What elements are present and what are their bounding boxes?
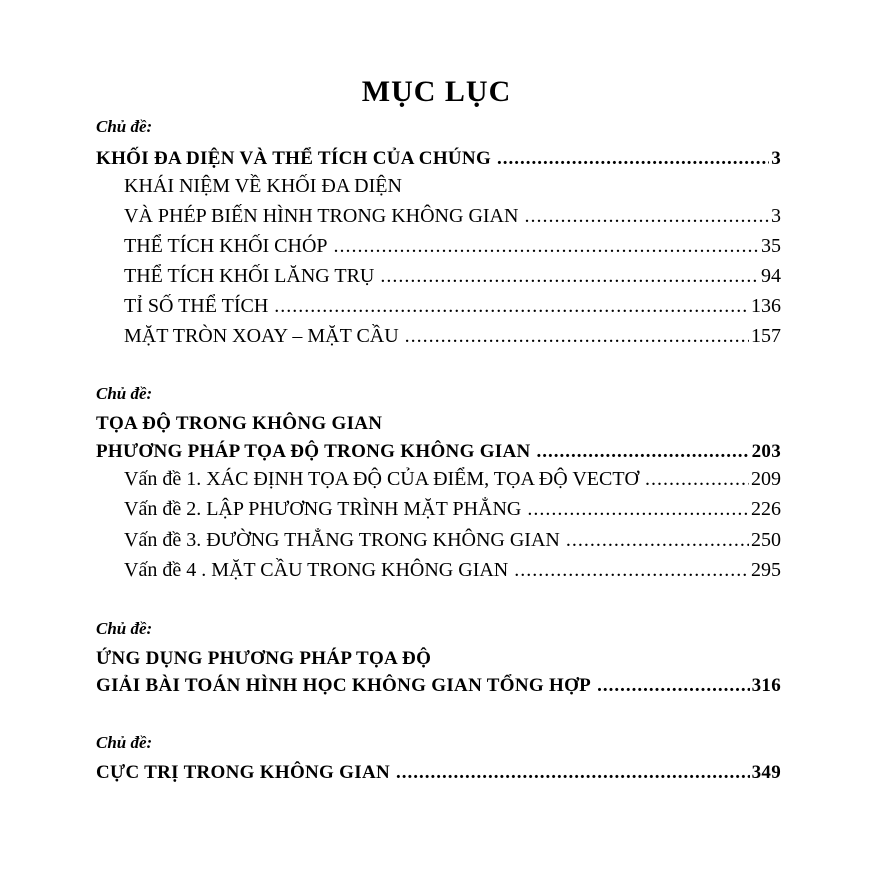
toc-page-number: 3 — [771, 205, 781, 227]
toc-entry-sub[interactable] — [124, 498, 781, 521]
dot-leader — [645, 468, 749, 491]
toc-page-number: 226 — [751, 498, 781, 520]
toc-entry-title: CỰC TRỊ TRONG KHÔNG GIAN — [96, 762, 390, 783]
toc-entry-sub[interactable] — [124, 265, 781, 288]
toc-entry-title: Vấn đề 4 . MẶT CẦU TRONG KHÔNG GIAN — [124, 559, 509, 581]
toc-entry-sub[interactable] — [124, 559, 781, 582]
toc-entry-main[interactable] — [96, 148, 781, 170]
dot-leader — [597, 675, 750, 697]
toc-entry-main[interactable] — [96, 762, 781, 784]
toc-page-number: 349 — [751, 762, 781, 783]
toc-entry-title: GIẢI BÀI TOÁN HÌNH HỌC KHÔNG GIAN TỔNG HỢP — [96, 675, 592, 696]
toc-entry-title: MẶT TRÒN XOAY – MẶT CẦU — [124, 325, 399, 347]
toc-entry-sub[interactable] — [124, 175, 781, 198]
dot-leader — [537, 441, 750, 463]
dot-leader — [524, 205, 769, 228]
toc-heading-line — [96, 413, 781, 435]
toc-entry-title: PHƯƠNG PHÁP TỌA ĐỘ TRONG KHÔNG GIAN — [96, 441, 531, 462]
toc-page-number: 316 — [751, 675, 781, 696]
dot-leader — [497, 148, 769, 170]
dot-leader — [566, 529, 749, 552]
toc-entry-title: VÀ PHÉP BIẾN HÌNH TRONG KHÔNG GIAN — [124, 205, 519, 227]
toc-heading-line — [96, 648, 781, 670]
toc-entry-title: KHÁI NIỆM VỀ KHỐI ĐA DIỆN — [124, 175, 402, 197]
topic-label: Chủ đề: — [96, 384, 153, 403]
toc-page-number: 203 — [751, 441, 781, 462]
toc-page-number: 35 — [761, 235, 781, 257]
dot-leader — [396, 762, 750, 784]
topic-label: Chủ đề: — [96, 117, 153, 136]
toc-entry-title: TỈ SỐ THỂ TÍCH — [124, 295, 269, 317]
toc-page-number: 209 — [751, 468, 781, 490]
toc-entry-sub[interactable] — [124, 325, 781, 348]
toc-entry-sub[interactable] — [124, 295, 781, 318]
page-title: MỤC LỤC — [361, 75, 512, 108]
toc-entry-sub[interactable] — [124, 205, 781, 228]
toc-entry-sub[interactable] — [124, 529, 781, 552]
toc-entry-title: THỂ TÍCH KHỐI LĂNG TRỤ — [124, 265, 375, 287]
toc-entry-title: THỂ TÍCH KHỐI CHÓP — [124, 235, 328, 257]
toc-entry-main[interactable] — [96, 441, 781, 463]
toc-entry-title: KHỐI ĐA DIỆN VÀ THỂ TÍCH CỦA CHÚNG — [96, 148, 492, 169]
toc-entry-main[interactable] — [96, 675, 781, 697]
toc-entry-title: Vấn đề 1. XÁC ĐỊNH TỌA ĐỘ CỦA ĐIỂM, TỌA ĐỘ VECTƠ — [124, 468, 639, 490]
dot-leader — [334, 235, 759, 258]
toc-entry-sub[interactable] — [124, 468, 781, 491]
toc-entry-sub[interactable] — [124, 235, 781, 258]
toc-page-number: 136 — [751, 295, 781, 317]
toc-page-number: 250 — [751, 529, 781, 551]
dot-leader — [380, 265, 759, 288]
toc-page-number: 3 — [771, 148, 781, 169]
toc-page-number: 157 — [751, 325, 781, 347]
topic-label: Chủ đề: — [96, 619, 153, 638]
dot-leader — [274, 295, 749, 318]
toc-heading-text: ỨNG DỤNG PHƯƠNG PHÁP TỌA ĐỘ — [96, 648, 432, 669]
toc-page-number: 295 — [751, 559, 781, 581]
toc-entry-title: Vấn đề 3. ĐƯỜNG THẲNG TRONG KHÔNG GIAN — [124, 529, 560, 551]
dot-leader — [405, 325, 749, 348]
toc-page-number: 94 — [761, 265, 781, 287]
toc-entry-title: Vấn đề 2. LẬP PHƯƠNG TRÌNH MẶT PHẲNG — [124, 498, 522, 520]
dot-leader — [514, 559, 749, 582]
toc-heading-text: TỌA ĐỘ TRONG KHÔNG GIAN — [96, 413, 383, 434]
dot-leader — [527, 498, 749, 521]
topic-label: Chủ đề: — [96, 733, 153, 752]
